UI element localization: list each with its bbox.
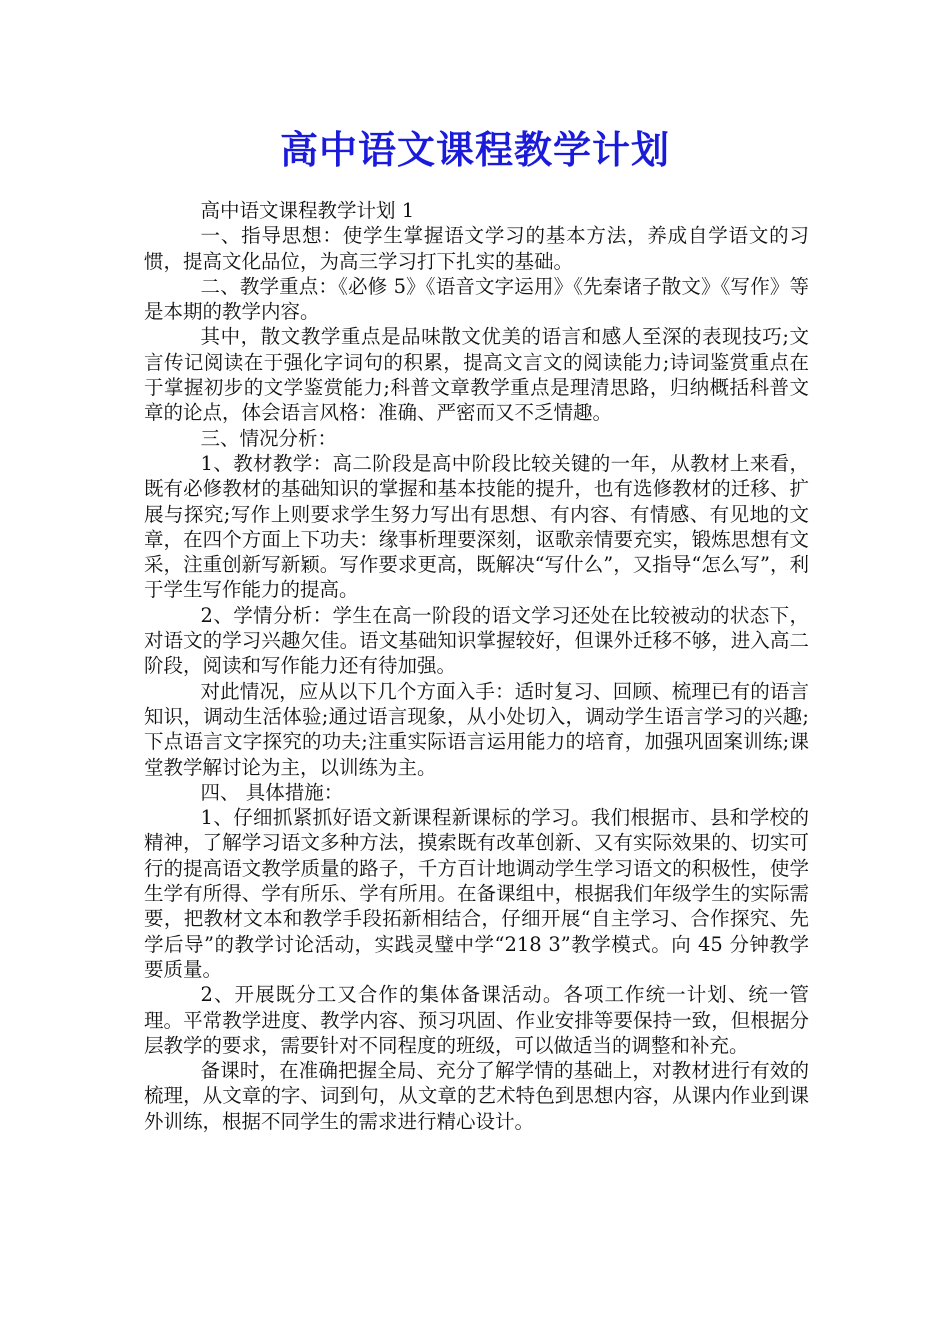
- paragraph-student-analysis: 2、学情分析：学生在高一阶段的语文学习还处在比较被动的状态下，对语文的学习兴趣欠佳。语文基础知识掌握较好，但课外迁移不够，进入高二阶段，阅读和写作能力还有待加强。: [144, 603, 809, 678]
- paragraph-teaching-focus: 二、教学重点：《必修 5》《语音文字运用》《先秦诸子散文》《写作》等是本期的教学内容。: [144, 274, 809, 324]
- paragraph-measure-2: 2、开展既分工又合作的集体备课活动。各项工作统一计划、统一管理。平常教学进度、教学内容、预习巩固、作业安排等要保持一致，但根据分层教学的要求，需要针对不同程度的班级，可以做适当的调整和补充。: [144, 983, 809, 1057]
- paragraph-heading: 高中语文课程教学计划 1: [200, 199, 415, 222]
- paragraph-prose-focus: 其中，散文教学重点是品味散文优美的语言和感人至深的表现技巧;文言传记阅读在于强化字词句的积累，提高文言文的阅读能力;诗词鉴赏重点在于掌握初步的文学鉴赏能力;科普文章教学重点是理清思路，归纳概括科普文章的论点，体会语言风格：准确、严密而又不乏情趣。: [144, 325, 809, 425]
- paragraph-lesson-prep: 备课时，在准确把握全局、充分了解学情的基础上，对教材进行有效的梳理，从文章的字、词到句，从文章的艺术特色到思想内容，从课内作业到课外训练，根据不同学生的需求进行精心设计。: [144, 1059, 809, 1133]
- document-body: [144, 198, 809, 1134]
- paragraph-measures-heading: 四、 具体措施：: [200, 780, 344, 804]
- document-title: 高中语文课程教学计划: [279, 127, 670, 172]
- paragraph-approach: 对此情况，应从以下几个方面入手：适时复习、回顾、梳理已有的语言知识，调动生活体验;通过语言现象，从小处切入，调动学生语言学习的兴趣;下点语言文字探究的功夫;注重实际语言运用能力的培育，加强巩固案训练;课堂教学解讨论为主，以训练为主。: [144, 679, 809, 779]
- paragraph-measure-1: 1、仔细抓紧抓好语文新课程新课标的学习。我们根据市、县和学校的精神，了解学习语文多种方法，摸索既有改革创新、又有实际效果的、切实可行的提高语文教学质量的路子，千方百计地调动学生学习语文的积极性，使学生学有所得、学有所乐、学有所用。在备课组中，根据我们年级学生的实际需要，把教材文本和教学手段拓新相结合，仔细开展“自主学习、合作探究、先学后导”的教学讨论活动，实践灵璧中学“218 3”教学模式。向 45 分钟教学要质量。: [144, 806, 809, 981]
- paragraph-textbook-teaching: 1、教材教学：高二阶段是高中阶段比较关键的一年，从教材上来看，既有必修教材的基础知识的掌握和基本技能的提升，也有选修教材的迁移、扩展与探究;写作上则要求学生努力写出有思想、有内容、有情感、有见地的文章，在四个方面上下功夫：缘事析理要深刻，讴歌亲情要充实，锻炼思想有文采，注重创新写新颖。写作要求更高，既解决“写什么”，又指导“怎么写”，利于学生写作能力的提高。: [144, 451, 809, 602]
- paragraph-situation-heading: 三、情况分析：: [200, 426, 338, 450]
- paragraph-guiding-ideology: 一、指导思想：使学生掌握语文学习的基本方法，养成自学语文的习惯，提高文化品位，为高三学习打下扎实的基础。: [144, 224, 809, 273]
